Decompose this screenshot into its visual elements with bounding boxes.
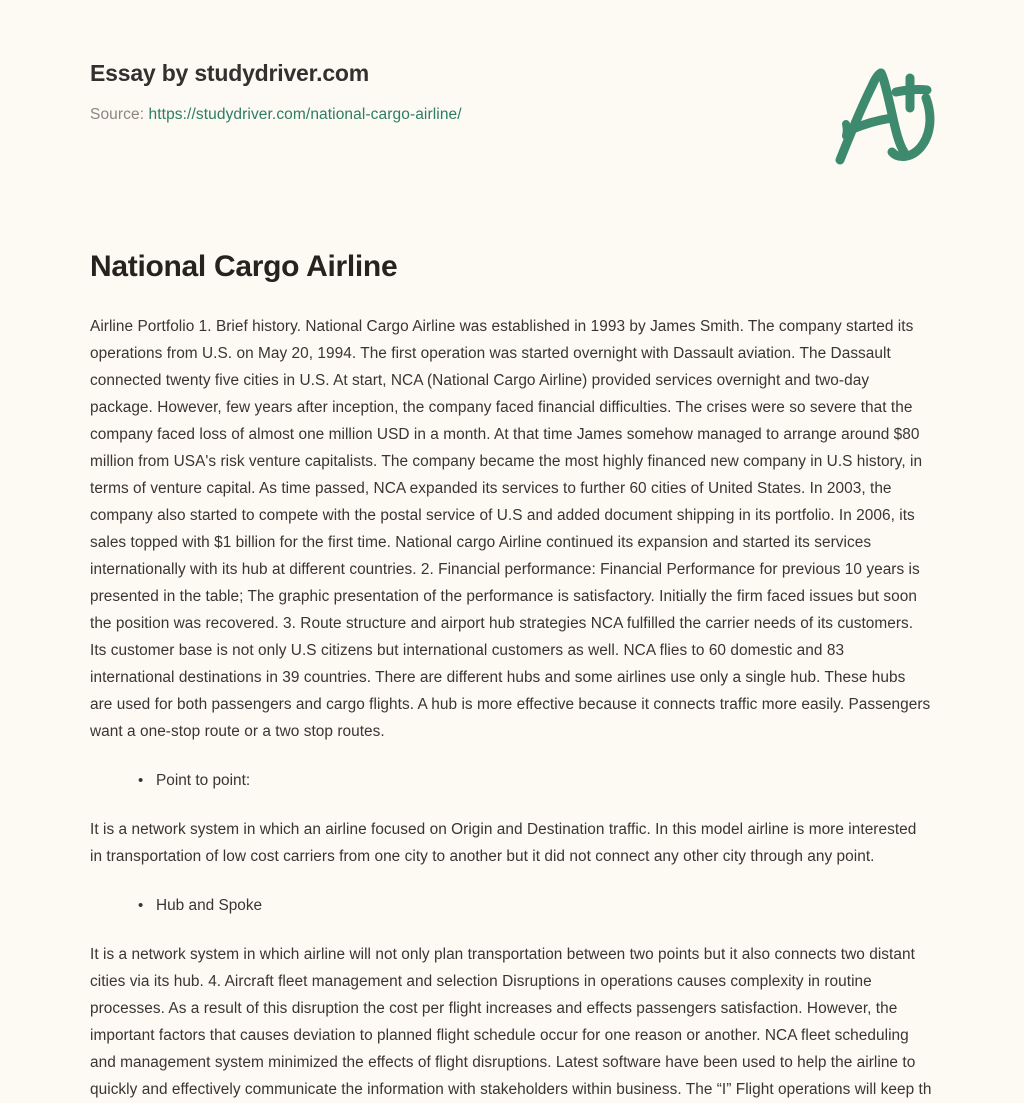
list-item: • Hub and Spoke bbox=[138, 892, 932, 919]
source-label: Source: bbox=[90, 105, 145, 123]
bullet-list-hub-and-spoke bbox=[90, 892, 932, 919]
essay-body bbox=[90, 313, 932, 1103]
studydriver-a-plus-logo bbox=[826, 62, 946, 172]
source-line bbox=[90, 106, 934, 124]
page-title: National Cargo Airline bbox=[90, 250, 398, 283]
essay-by-heading: Essay by studydriver.com bbox=[90, 60, 370, 86]
paragraph-point-to-point: It is a network system in which an airline focused on Origin and Destination traffic. In this model airline is more interested in transportation of low cost carriers from one city to another but it did not connect any other city through any point. bbox=[90, 821, 917, 865]
list-item: • Point to point: bbox=[138, 767, 932, 794]
source-url-link[interactable]: https://studydriver.com/national-cargo-airline/ bbox=[148, 105, 462, 123]
paragraph-hub-and-spoke: It is a network system in which airline will not only plan transportation between two points but it also connects two distant cities via its hub. 4. Aircraft fleet management and selection Disruptions in operations causes complexity in routine processes. As a result of this disruption the cost per flight increases and effects passengers satisfaction. However, the important factors that causes deviation to planned flight schedule occur for one reason or another. NCA fleet scheduling and management system minimized the effects of flight disruptions. Latest software have been used to help the airline to quickly and effectively communicate the information with stakeholders within business. The “I” Flight operations will keep th bbox=[90, 946, 932, 1098]
page-header bbox=[90, 60, 934, 170]
paragraph-intro: Airline Portfolio 1. Brief history. National Cargo Airline was established in 1993 by James Smith. The company started its operations from U.S. on May 20, 1994. The first operation was started overnight with Dassault aviation. The Dassault connected twenty five cities in U.S. At start, NCA (National Cargo Airline) provided services overnight and two-day package. However, few years after inception, the company faced financial difficulties. The crises were so severe that the company faced loss of almost one million USD in a month. At that time James somehow managed to arrange around $80 million from USA's risk venture capitalists. The company became the most highly financed new company in U.S history, in terms of venture capital. As time passed, NCA expanded its services to further 60 cities of United States. In 2003, the company also started to compete with the postal service of U.S and added document shipping in its portfolio. In 2006, its sales topped with $1 billion for the first time. National cargo Airline continued its expansion and started its services internationally with its hub at different countries. 2. Financial performance: Financial Performance for previous 10 years is presented in the table; The graphic presentation of the performance is satisfactory. Initially the firm faced issues but soon the position was recovered. 3. Route structure and airport hub strategies NCA fulfilled the carrier needs of its customers. Its customer base is not only U.S citizens but international customers as well. NCA flies to 60 domestic and 83 international destinations in 39 countries. There are different hubs and some airlines use only a single hub. These hubs are used for both passengers and cargo flights. A hub is more effective because it connects traffic more easily. Passengers want a one-stop route or a two stop routes. bbox=[90, 318, 931, 740]
a-plus-icon bbox=[826, 62, 946, 172]
bullet-list-point-to-point bbox=[90, 767, 932, 794]
